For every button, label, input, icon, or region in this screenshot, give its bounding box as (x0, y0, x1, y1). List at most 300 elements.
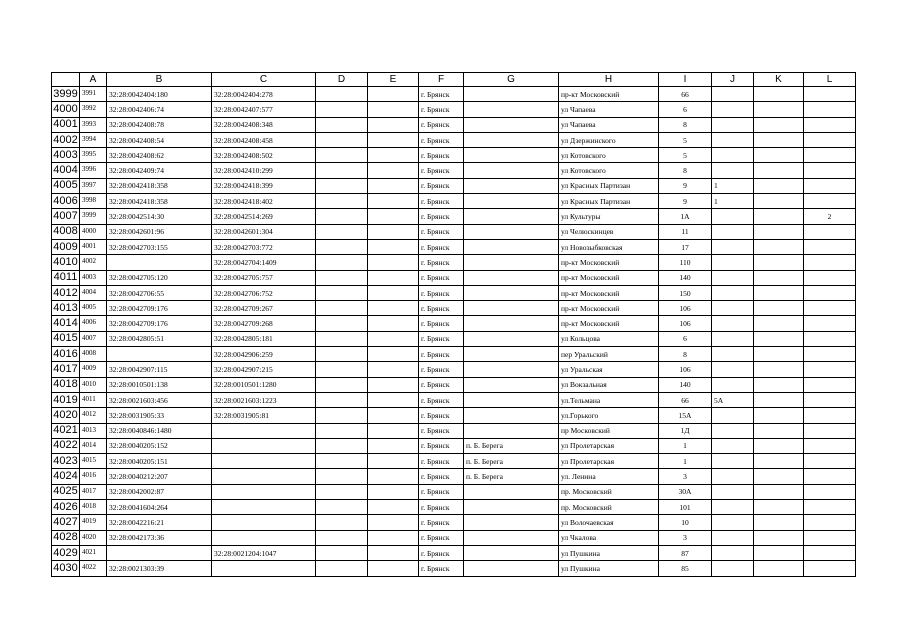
cell-b[interactable]: 32:28:0040212:207 (107, 469, 212, 484)
cell-c[interactable]: 32:28:0031905:81 (212, 408, 316, 423)
cell-e[interactable] (368, 347, 419, 362)
cell-l[interactable] (804, 392, 856, 407)
cell-i[interactable]: 140 (659, 377, 712, 392)
cell-e[interactable] (368, 454, 419, 469)
cell-a[interactable]: 4000 (80, 224, 107, 239)
cell-k[interactable] (754, 561, 804, 576)
row-number[interactable]: 4016 (52, 347, 80, 362)
cell-c[interactable]: 32:28:0042704:1409 (212, 255, 316, 270)
cell-l[interactable] (804, 285, 856, 300)
cell-f[interactable]: г. Брянск (419, 561, 464, 576)
cell-l[interactable] (804, 545, 856, 560)
cell-g[interactable] (464, 423, 559, 438)
cell-b[interactable]: 32:28:0042418:358 (107, 178, 212, 193)
cell-i[interactable]: 10 (659, 515, 712, 530)
cell-i[interactable]: 87 (659, 545, 712, 560)
cell-d[interactable] (316, 178, 368, 193)
row-number[interactable]: 4005 (52, 178, 80, 193)
cell-d[interactable] (316, 362, 368, 377)
cell-e[interactable] (368, 331, 419, 346)
cell-d[interactable] (316, 163, 368, 178)
cell-c[interactable]: 32:28:0042410:299 (212, 163, 316, 178)
column-header-f[interactable]: F (419, 73, 464, 87)
column-header-j[interactable]: J (712, 73, 754, 87)
cell-k[interactable] (754, 423, 804, 438)
cell-e[interactable] (368, 545, 419, 560)
cell-l[interactable] (804, 423, 856, 438)
cell-k[interactable] (754, 87, 804, 102)
row-number[interactable]: 4004 (52, 163, 80, 178)
cell-e[interactable] (368, 194, 419, 209)
cell-j[interactable] (712, 423, 754, 438)
cell-c[interactable]: 32:28:0042703:772 (212, 239, 316, 254)
cell-e[interactable] (368, 87, 419, 102)
cell-e[interactable] (368, 301, 419, 316)
row-number[interactable]: 4019 (52, 392, 80, 407)
cell-d[interactable] (316, 148, 368, 163)
cell-h[interactable]: ул Культуры (559, 209, 659, 224)
cell-a[interactable]: 3993 (80, 117, 107, 132)
cell-k[interactable] (754, 194, 804, 209)
cell-k[interactable] (754, 316, 804, 331)
cell-h[interactable]: ул.Тельмана (559, 392, 659, 407)
cell-h[interactable]: ул Чапаева (559, 102, 659, 117)
cell-j[interactable] (712, 362, 754, 377)
cell-h[interactable]: пр-кт Московский (559, 316, 659, 331)
cell-f[interactable]: г. Брянск (419, 347, 464, 362)
cell-a[interactable]: 4022 (80, 561, 107, 576)
cell-d[interactable] (316, 377, 368, 392)
cell-k[interactable] (754, 347, 804, 362)
cell-g[interactable] (464, 224, 559, 239)
cell-d[interactable] (316, 454, 368, 469)
cell-b[interactable]: 32:28:0031905:33 (107, 408, 212, 423)
cell-j[interactable] (712, 454, 754, 469)
cell-c[interactable] (212, 454, 316, 469)
cell-l[interactable] (804, 316, 856, 331)
column-header-l[interactable]: L (804, 73, 856, 87)
cell-j[interactable] (712, 469, 754, 484)
cell-j[interactable] (712, 500, 754, 515)
cell-k[interactable] (754, 515, 804, 530)
cell-j[interactable] (712, 438, 754, 453)
cell-i[interactable]: 1Д (659, 423, 712, 438)
cell-h[interactable]: пр. Московский (559, 500, 659, 515)
cell-f[interactable]: г. Брянск (419, 500, 464, 515)
cell-g[interactable] (464, 194, 559, 209)
cell-k[interactable] (754, 469, 804, 484)
cell-f[interactable]: г. Брянск (419, 362, 464, 377)
cell-i[interactable]: 11 (659, 224, 712, 239)
cell-g[interactable] (464, 545, 559, 560)
cell-k[interactable] (754, 132, 804, 147)
cell-c[interactable] (212, 469, 316, 484)
cell-g[interactable] (464, 117, 559, 132)
cell-k[interactable] (754, 209, 804, 224)
cell-i[interactable]: 85 (659, 561, 712, 576)
cell-d[interactable] (316, 117, 368, 132)
cell-f[interactable]: г. Брянск (419, 285, 464, 300)
cell-a[interactable]: 4020 (80, 530, 107, 545)
cell-i[interactable]: 8 (659, 117, 712, 132)
cell-c[interactable]: 32:28:0042418:399 (212, 178, 316, 193)
cell-b[interactable]: 32:28:0042002:87 (107, 484, 212, 499)
cell-a[interactable]: 4021 (80, 545, 107, 560)
cell-f[interactable]: г. Брянск (419, 454, 464, 469)
cell-j[interactable] (712, 224, 754, 239)
cell-g[interactable] (464, 530, 559, 545)
cell-k[interactable] (754, 301, 804, 316)
row-number[interactable]: 4030 (52, 561, 80, 576)
cell-g[interactable] (464, 377, 559, 392)
row-number[interactable]: 4017 (52, 362, 80, 377)
cell-i[interactable]: 3 (659, 530, 712, 545)
cell-f[interactable]: г. Брянск (419, 377, 464, 392)
cell-h[interactable]: ул Вокзальная (559, 377, 659, 392)
row-number[interactable]: 4015 (52, 331, 80, 346)
cell-h[interactable]: ул Новозыбковская (559, 239, 659, 254)
row-number[interactable]: 4024 (52, 469, 80, 484)
cell-c[interactable]: 32:28:0042705:757 (212, 270, 316, 285)
cell-e[interactable] (368, 117, 419, 132)
cell-l[interactable] (804, 454, 856, 469)
cell-f[interactable]: г. Брянск (419, 515, 464, 530)
cell-e[interactable] (368, 239, 419, 254)
cell-i[interactable]: 8 (659, 347, 712, 362)
cell-i[interactable]: 9 (659, 178, 712, 193)
cell-b[interactable]: 32:28:0042409:74 (107, 163, 212, 178)
cell-e[interactable] (368, 484, 419, 499)
cell-c[interactable] (212, 500, 316, 515)
cell-k[interactable] (754, 270, 804, 285)
cell-b[interactable]: 32:28:0042404:180 (107, 87, 212, 102)
cell-d[interactable] (316, 331, 368, 346)
cell-i[interactable]: 66 (659, 392, 712, 407)
column-header-d[interactable]: D (316, 73, 368, 87)
cell-a[interactable]: 4002 (80, 255, 107, 270)
cell-b[interactable] (107, 255, 212, 270)
cell-l[interactable] (804, 408, 856, 423)
cell-l[interactable] (804, 87, 856, 102)
cell-d[interactable] (316, 87, 368, 102)
cell-c[interactable]: 32:28:0010501:1280 (212, 377, 316, 392)
cell-g[interactable] (464, 209, 559, 224)
cell-j[interactable] (712, 87, 754, 102)
cell-a[interactable]: 3996 (80, 163, 107, 178)
cell-k[interactable] (754, 285, 804, 300)
row-number[interactable]: 4013 (52, 301, 80, 316)
cell-g[interactable] (464, 102, 559, 117)
cell-l[interactable] (804, 362, 856, 377)
cell-c[interactable]: 32:28:0042514:269 (212, 209, 316, 224)
cell-g[interactable] (464, 285, 559, 300)
row-number[interactable]: 4018 (52, 377, 80, 392)
row-number[interactable]: 4001 (52, 117, 80, 132)
cell-d[interactable] (316, 392, 368, 407)
cell-e[interactable] (368, 270, 419, 285)
cell-i[interactable]: 150 (659, 285, 712, 300)
cell-b[interactable]: 32:28:0042709:176 (107, 316, 212, 331)
cell-f[interactable]: г. Брянск (419, 148, 464, 163)
cell-a[interactable]: 4012 (80, 408, 107, 423)
row-number[interactable]: 4008 (52, 224, 80, 239)
select-all-corner[interactable] (52, 73, 80, 87)
cell-e[interactable] (368, 500, 419, 515)
cell-f[interactable]: г. Брянск (419, 301, 464, 316)
cell-j[interactable] (712, 163, 754, 178)
cell-h[interactable]: пр-кт Московский (559, 255, 659, 270)
cell-h[interactable]: ул Чапаева (559, 117, 659, 132)
row-number[interactable]: 4026 (52, 500, 80, 515)
cell-e[interactable] (368, 285, 419, 300)
cell-b[interactable]: 32:28:0042703:155 (107, 239, 212, 254)
cell-l[interactable] (804, 270, 856, 285)
cell-b[interactable]: 32:28:0042514:30 (107, 209, 212, 224)
cell-h[interactable]: пр-кт Московский (559, 87, 659, 102)
row-number[interactable]: 4009 (52, 239, 80, 254)
cell-a[interactable]: 4006 (80, 316, 107, 331)
cell-h[interactable]: ул Красных Партизан (559, 178, 659, 193)
cell-e[interactable] (368, 132, 419, 147)
cell-a[interactable]: 3995 (80, 148, 107, 163)
cell-f[interactable]: г. Брянск (419, 392, 464, 407)
cell-g[interactable] (464, 178, 559, 193)
cell-l[interactable] (804, 438, 856, 453)
cell-f[interactable]: г. Брянск (419, 178, 464, 193)
cell-e[interactable] (368, 316, 419, 331)
cell-h[interactable]: ул Дзержинского (559, 132, 659, 147)
cell-c[interactable] (212, 484, 316, 499)
cell-j[interactable] (712, 117, 754, 132)
cell-l[interactable]: 2 (804, 209, 856, 224)
cell-i[interactable]: 5 (659, 132, 712, 147)
cell-k[interactable] (754, 392, 804, 407)
cell-b[interactable]: 32:28:0040205:152 (107, 438, 212, 453)
cell-a[interactable]: 4019 (80, 515, 107, 530)
cell-h[interactable]: ул.Горького (559, 408, 659, 423)
row-number[interactable]: 4020 (52, 408, 80, 423)
cell-a[interactable]: 3992 (80, 102, 107, 117)
cell-c[interactable]: 32:28:0021204:1047 (212, 545, 316, 560)
cell-h[interactable]: ул. Ленина (559, 469, 659, 484)
cell-d[interactable] (316, 239, 368, 254)
cell-e[interactable] (368, 377, 419, 392)
row-number[interactable]: 4010 (52, 255, 80, 270)
cell-h[interactable]: ул Челюскинцев (559, 224, 659, 239)
cell-g[interactable] (464, 500, 559, 515)
cell-f[interactable]: г. Брянск (419, 530, 464, 545)
cell-d[interactable] (316, 102, 368, 117)
cell-f[interactable]: г. Брянск (419, 239, 464, 254)
cell-g[interactable] (464, 408, 559, 423)
cell-g[interactable] (464, 316, 559, 331)
cell-l[interactable] (804, 331, 856, 346)
cell-g[interactable] (464, 347, 559, 362)
cell-h[interactable]: ул Красных Партизан (559, 194, 659, 209)
cell-e[interactable] (368, 178, 419, 193)
cell-b[interactable] (107, 347, 212, 362)
cell-b[interactable]: 32:28:0042408:62 (107, 148, 212, 163)
cell-i[interactable]: 3 (659, 469, 712, 484)
cell-e[interactable] (368, 530, 419, 545)
cell-c[interactable]: 32:28:0042709:267 (212, 301, 316, 316)
cell-k[interactable] (754, 331, 804, 346)
cell-j[interactable] (712, 255, 754, 270)
cell-k[interactable] (754, 117, 804, 132)
cell-j[interactable] (712, 132, 754, 147)
row-number[interactable]: 4003 (52, 148, 80, 163)
cell-a[interactable]: 4005 (80, 301, 107, 316)
cell-e[interactable] (368, 255, 419, 270)
cell-i[interactable]: 8 (659, 163, 712, 178)
cell-e[interactable] (368, 515, 419, 530)
cell-e[interactable] (368, 561, 419, 576)
cell-j[interactable] (712, 530, 754, 545)
cell-i[interactable]: 101 (659, 500, 712, 515)
cell-j[interactable]: 1 (712, 178, 754, 193)
cell-f[interactable]: г. Брянск (419, 316, 464, 331)
cell-i[interactable]: 110 (659, 255, 712, 270)
cell-i[interactable]: 9 (659, 194, 712, 209)
cell-e[interactable] (368, 209, 419, 224)
cell-c[interactable]: 32:28:0021603:1223 (212, 392, 316, 407)
cell-h[interactable]: ул Пролетарская (559, 438, 659, 453)
cell-g[interactable] (464, 392, 559, 407)
cell-g[interactable] (464, 301, 559, 316)
cell-e[interactable] (368, 392, 419, 407)
cell-a[interactable]: 3994 (80, 132, 107, 147)
cell-j[interactable] (712, 515, 754, 530)
cell-g[interactable] (464, 515, 559, 530)
cell-a[interactable]: 4008 (80, 347, 107, 362)
cell-i[interactable]: 1А (659, 209, 712, 224)
cell-g[interactable] (464, 148, 559, 163)
cell-h[interactable]: ул Пушкина (559, 561, 659, 576)
cell-f[interactable]: г. Брянск (419, 469, 464, 484)
cell-l[interactable] (804, 239, 856, 254)
cell-k[interactable] (754, 484, 804, 499)
row-number[interactable]: 4025 (52, 484, 80, 499)
cell-k[interactable] (754, 178, 804, 193)
cell-d[interactable] (316, 469, 368, 484)
row-number[interactable]: 4027 (52, 515, 80, 530)
cell-d[interactable] (316, 270, 368, 285)
cell-a[interactable]: 4009 (80, 362, 107, 377)
cell-d[interactable] (316, 408, 368, 423)
cell-k[interactable] (754, 239, 804, 254)
cell-e[interactable] (368, 438, 419, 453)
cell-g[interactable]: п. Б. Берега (464, 454, 559, 469)
cell-i[interactable]: 1 (659, 454, 712, 469)
cell-c[interactable]: 32:28:0042805:181 (212, 331, 316, 346)
cell-j[interactable] (712, 301, 754, 316)
cell-b[interactable]: 32:28:0042216:21 (107, 515, 212, 530)
cell-i[interactable]: 17 (659, 239, 712, 254)
cell-f[interactable]: г. Брянск (419, 270, 464, 285)
cell-k[interactable] (754, 500, 804, 515)
cell-e[interactable] (368, 423, 419, 438)
cell-j[interactable] (712, 239, 754, 254)
column-header-b[interactable]: B (107, 73, 212, 87)
cell-j[interactable] (712, 316, 754, 331)
cell-a[interactable]: 4001 (80, 239, 107, 254)
cell-k[interactable] (754, 454, 804, 469)
cell-k[interactable] (754, 255, 804, 270)
cell-d[interactable] (316, 255, 368, 270)
cell-j[interactable]: 5А (712, 392, 754, 407)
cell-f[interactable]: г. Брянск (419, 163, 464, 178)
cell-f[interactable]: г. Брянск (419, 545, 464, 560)
cell-f[interactable]: г. Брянск (419, 255, 464, 270)
cell-a[interactable]: 4003 (80, 270, 107, 285)
cell-a[interactable]: 4011 (80, 392, 107, 407)
cell-j[interactable] (712, 408, 754, 423)
row-number[interactable]: 4007 (52, 209, 80, 224)
cell-i[interactable]: 106 (659, 301, 712, 316)
cell-h[interactable]: ул Кольцова (559, 331, 659, 346)
cell-g[interactable] (464, 132, 559, 147)
cell-b[interactable]: 32:28:0042406:74 (107, 102, 212, 117)
cell-i[interactable]: 6 (659, 102, 712, 117)
cell-f[interactable]: г. Брянск (419, 132, 464, 147)
cell-l[interactable] (804, 377, 856, 392)
cell-j[interactable] (712, 377, 754, 392)
cell-b[interactable]: 32:28:0042805:51 (107, 331, 212, 346)
cell-d[interactable] (316, 515, 368, 530)
cell-a[interactable]: 4017 (80, 484, 107, 499)
cell-b[interactable]: 32:28:0021303:39 (107, 561, 212, 576)
column-header-i[interactable]: I (659, 73, 712, 87)
cell-g[interactable]: п. Б. Берега (464, 469, 559, 484)
cell-h[interactable]: ул Котовского (559, 163, 659, 178)
cell-l[interactable] (804, 301, 856, 316)
column-header-c[interactable]: C (212, 73, 316, 87)
cell-f[interactable]: г. Брянск (419, 102, 464, 117)
cell-f[interactable]: г. Брянск (419, 224, 464, 239)
cell-l[interactable] (804, 255, 856, 270)
cell-h[interactable]: пр-кт Московский (559, 301, 659, 316)
cell-d[interactable] (316, 285, 368, 300)
cell-h[interactable]: ул Пушкина (559, 545, 659, 560)
cell-f[interactable]: г. Брянск (419, 484, 464, 499)
cell-c[interactable]: 32:28:0042418:402 (212, 194, 316, 209)
cell-l[interactable] (804, 163, 856, 178)
cell-f[interactable]: г. Брянск (419, 408, 464, 423)
cell-a[interactable]: 3998 (80, 194, 107, 209)
cell-d[interactable] (316, 194, 368, 209)
cell-j[interactable]: 1 (712, 194, 754, 209)
cell-k[interactable] (754, 362, 804, 377)
cell-l[interactable] (804, 347, 856, 362)
cell-j[interactable] (712, 102, 754, 117)
cell-l[interactable] (804, 469, 856, 484)
cell-i[interactable]: 15А (659, 408, 712, 423)
row-number[interactable]: 4028 (52, 530, 80, 545)
cell-f[interactable]: г. Брянск (419, 438, 464, 453)
cell-d[interactable] (316, 438, 368, 453)
cell-i[interactable]: 1 (659, 438, 712, 453)
cell-h[interactable]: пр. Московский (559, 484, 659, 499)
cell-a[interactable]: 4007 (80, 331, 107, 346)
cell-d[interactable] (316, 530, 368, 545)
cell-b[interactable]: 32:28:0042408:54 (107, 132, 212, 147)
row-number[interactable]: 4011 (52, 270, 80, 285)
cell-b[interactable]: 32:28:0040846:1480 (107, 423, 212, 438)
cell-k[interactable] (754, 163, 804, 178)
cell-j[interactable] (712, 484, 754, 499)
row-number[interactable]: 4006 (52, 194, 80, 209)
cell-j[interactable] (712, 209, 754, 224)
